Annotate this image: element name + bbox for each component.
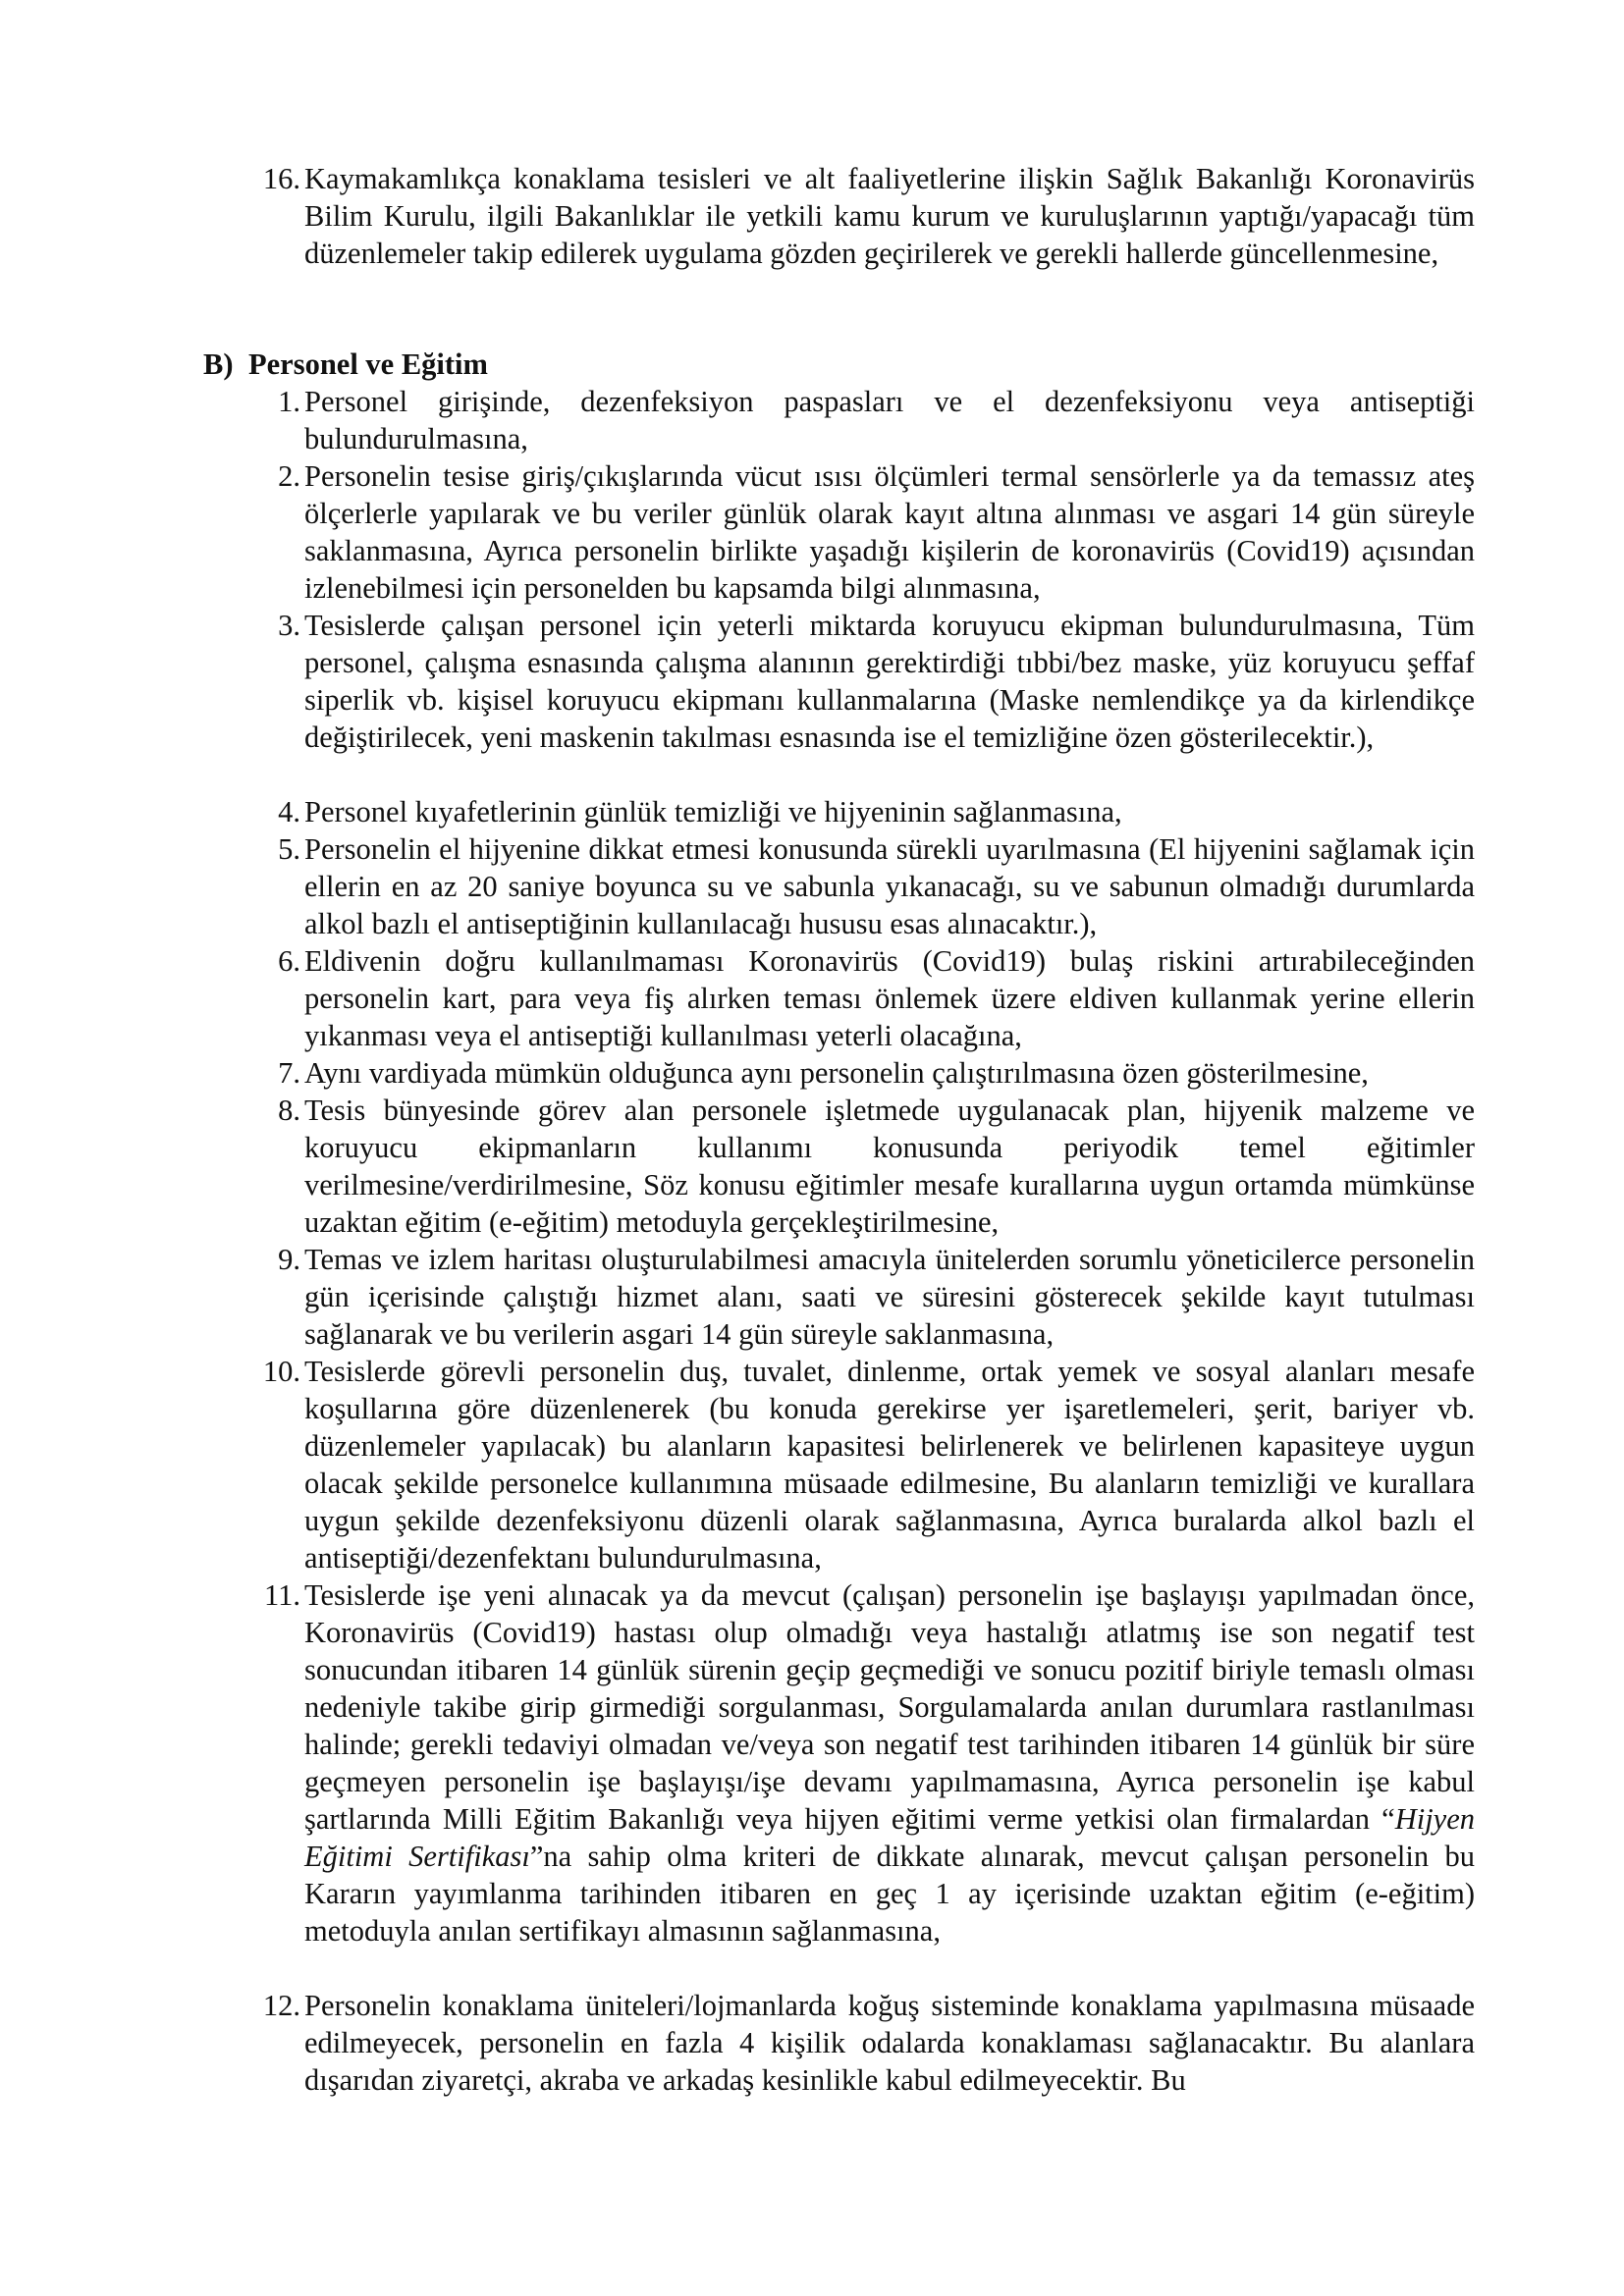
list-item-text: Personel kıyafetlerinin günlük temizliği ve hijyeninin sağlanmasına,	[304, 795, 1122, 828]
list-item-8	[278, 1092, 1475, 1241]
list-item-text: Personelin el hijyenine dikkat etmesi konusunda sürekli uyarılmasına (El hijyenini sağlamak için ellerin en az 20 saniye boyunca su ve sabunla yıkanacağı, su ve sabunun olmadığı durumlarda alkol bazlı el antiseptiğinin kullanılacağı hususu esas alınacaktır.),	[304, 832, 1475, 940]
list-number: 11.	[264, 1578, 300, 1612]
list-item-text: Aynı vardiyada mümkün olduğunca aynı personelin çalıştırılmasına özen gösterilmesine,	[304, 1056, 1369, 1090]
list-item-text: Personel girişinde, dezenfeksiyon paspasları ve el dezenfeksiyonu veya antiseptiği bulundurulmasına,	[304, 385, 1475, 455]
list-item-text: Temas ve izlem haritası oluşturulabilmesi amacıyla ünitelerden sorumlu yöneticilerce personelin gün içerisinde çalıştığı hizmet alanı, saati ve süresini gösterecek şekilde kayıt tutulması sağlanarak ve bu verilerin asgari 14 gün süreyle saklanmasına,	[304, 1243, 1475, 1351]
list-number: 10.	[262, 1355, 300, 1388]
list-number: 1.	[278, 385, 300, 418]
list-number: 3.	[278, 609, 300, 642]
section-heading-b	[203, 346, 488, 383]
list-number: 4.	[278, 795, 300, 828]
list-item-text: Personelin konaklama üniteleri/lojmanlarda koğuş sisteminde konaklama yapılmasına müsaade edilmeyecek, personelin en fazla 4 kişilik odalarda konaklaması sağlanacaktır. Bu alanlara dışarıdan ziyaretçi, akraba ve arkadaş kesinlikle kabul edilmeyecektir. Bu	[304, 1989, 1475, 2097]
certificate-name: Hijyen Eğitimi Sertifikası	[304, 1802, 1475, 1873]
list-item-text: Tesislerde görevli personelin duş, tuvalet, dinlenme, ortak yemek ve sosyal alanları mesafe koşullarına göre düzenlenerek (bu konuda gerekirse yer işaretlemeleri, şerit, bariyer vb. düzenlemeler yapılacak) bu alanların kapasitesi belirlenerek ve belirlenen kapasiteye uygun olacak şekilde personelce kullanımına müsaade edilmesine, Bu alanların temizliği ve kurallara uygun şekilde dezenfeksiyonu düzenli olarak sağlanmasına, Ayrıca buralarda alkol bazlı el antiseptiği/dezenfektanı bulundurulmasına,	[304, 1355, 1475, 1575]
list-item-9	[278, 1241, 1475, 1353]
list-item-11	[264, 1576, 1475, 1949]
list-item-text: Eldivenin doğru kullanılmaması Koronavirüs (Covid19) bulaş riskini artırabileceğinden personelin kart, para veya fiş alırken teması önlemek üzere eldiven kullanmak yerine ellerin yıkanması veya el antiseptiği kullanılması yeterli olacağına,	[304, 944, 1475, 1052]
list-item-10	[262, 1353, 1475, 1576]
list-item-text: Kaymakamlıkça konaklama tesisleri ve alt faaliyetlerine ilişkin Sağlık Bakanlığı Koronavirüs Bilim Kurulu, ilgili Bakanlıklar ile yetkili kamu kurum ve kuruluşlarının yaptığı/yapacağı tüm düzenlemeler takip edilerek uygulama gözden geçirilerek ve gerekli hallerde güncellenmesine,	[304, 162, 1475, 270]
list-item-text: Personelin tesise giriş/çıkışlarında vücut ısısı ölçümleri termal sensörlerle ya da temassız ateş ölçerlerle yapılarak ve bu veriler günlük olarak kayıt altına alınması ve asgari 14 gün süreyle saklanmasına, Ayrıca personelin birlikte yaşadığı kişilerin de koronavirüs (Covid19) açısından izlenebilmesi için personelden bu kapsamda bilgi alınmasına,	[304, 459, 1475, 605]
list-number: 16.	[262, 162, 300, 195]
list-item-text: Tesis bünyesinde görev alan personele işletmede uygulanacak plan, hijyenik malzeme ve koruyucu ekipmanların kullanımı konusunda periyodik temel eğitimler verilmesine/verdirilmesine, Söz konusu eğitimler mesafe kurallarına uygun ortamda mümkünse uzaktan eğitim (e-eğitim) metoduyla gerçekleştirilmesine,	[304, 1094, 1475, 1239]
list-item-text-part: Tesislerde işe yeni alınacak ya da mevcut (çalışan) personelin işe başlayışı yapılmadan önce, Koronavirüs (Covid19) hastası olup olmadığı veya hastalığı atlatmış ise son negatif test sonucundan itibaren 14 günlük sürenin geçip geçmediği ve sonucu pozitif biriyle temaslı olması nedeniyle takibe girip girmediği sorgulanması, Sorgulamalarda anılan durumlara rastlanılması halinde; gerekli tedaviyi olmadan ve/veya son negatif test tarihinden itibaren 14 günlük bir süre geçmeyen personelin işe başlayışı/işe devamı yapılmamasına, Ayrıca personelin işe kabul şartlarında Milli Eğitim Bakanlığı veya hijyen eğitimi verme yetkisi olan firmalardan “	[304, 1578, 1475, 1836]
list-item-3	[278, 607, 1475, 756]
list-item-text-part: ”na sahip olma kriteri de dikkate alınarak, mevcut çalışan personelin bu Kararın yayımlanma tarihinden itibaren en geç 1 ay içerisinde uzaktan eğitim (e-eğitim) metoduyla anılan sertifikayı almasının sağlanmasına,	[304, 1840, 1475, 1948]
list-item-6	[278, 942, 1475, 1054]
list-item-5	[278, 830, 1475, 942]
list-item-text: Tesislerde çalışan personel için yeterli miktarda koruyucu ekipman bulundurulmasına, Tüm personel, çalışma esnasında çalışma alanının gerektirdiği tıbbi/bez maske, yüz koruyucu şeffaf siperlik vb. kişisel koruyucu ekipmanı kullanmalarına (Maske nemlendikçe ya da kirlendikçe değiştirilecek, yeni maskenin takılması esnasında ise el temizliğine özen gösterilecektir.),	[304, 609, 1475, 754]
list-number: 7.	[278, 1056, 300, 1090]
list-item-16	[262, 160, 1475, 272]
list-number: 8.	[278, 1094, 300, 1127]
list-number: 12.	[262, 1989, 300, 2022]
list-number: 9.	[278, 1243, 300, 1276]
section-label: B)	[203, 347, 234, 381]
list-number: 6.	[278, 944, 300, 978]
list-item-7	[278, 1054, 1475, 1092]
list-item-4	[278, 793, 1475, 830]
section-title: Personel ve Eğitim	[248, 347, 488, 381]
list-item-text	[304, 1578, 1475, 1948]
list-item-1	[278, 383, 1475, 457]
list-item-2	[278, 457, 1475, 607]
list-number: 2.	[278, 459, 300, 493]
list-number: 5.	[278, 832, 300, 866]
list-item-12	[262, 1987, 1475, 2099]
